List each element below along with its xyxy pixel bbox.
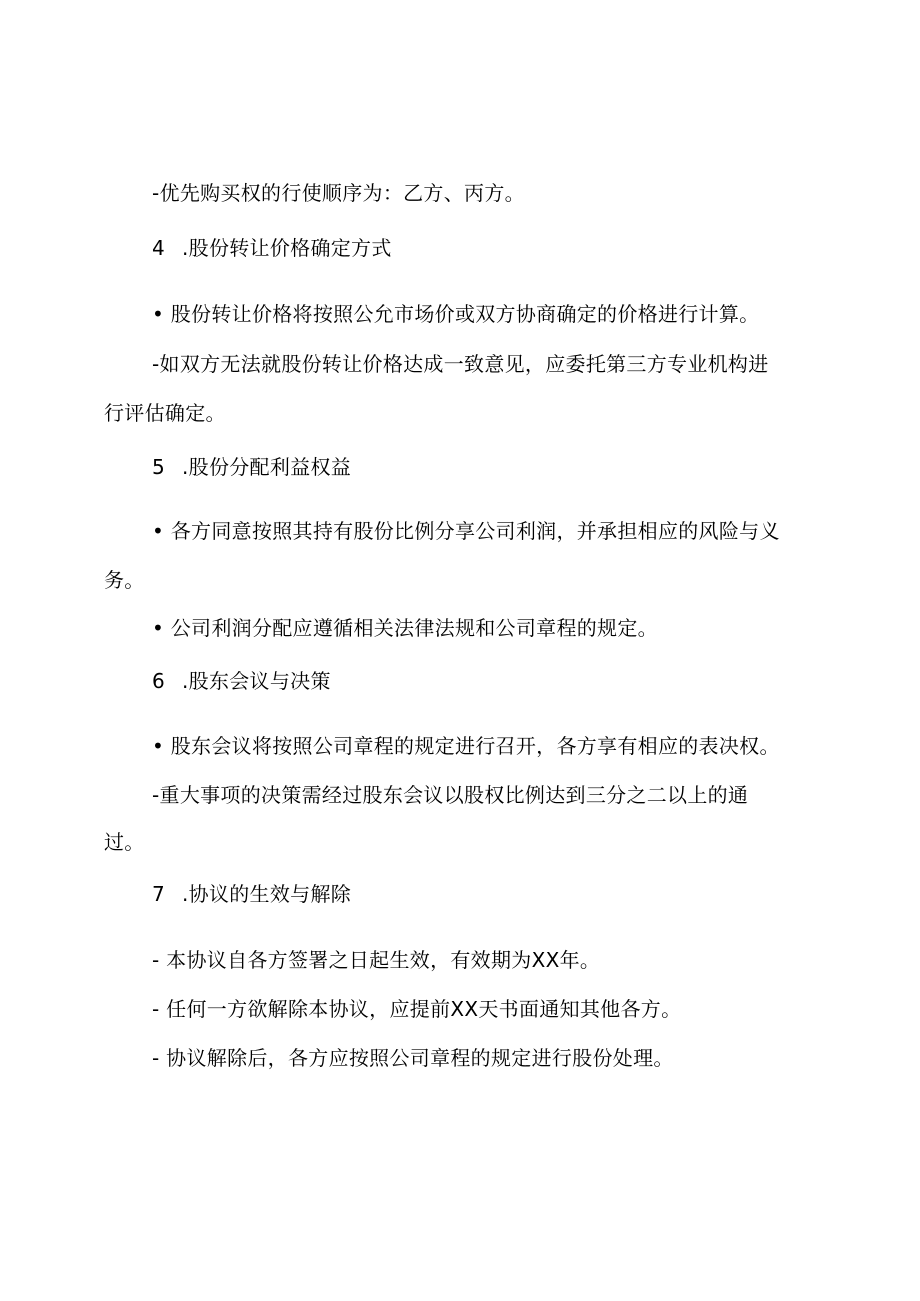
section-number: 6 <box>152 669 166 693</box>
text-line-major-decisions-cont: 过。 <box>104 830 145 854</box>
text-line-profit-sharing: • 各方同意按照其持有股份比例分享公司利润，并承担相应的风险与义 <box>152 519 780 543</box>
text-line-price-calculation: • 股份转让价格将按照公允市场价或双方协商确定的价格进行计算。 <box>152 302 760 326</box>
section-heading-4 <box>152 233 392 263</box>
text-line-price-disagreement: -如双方无法就股份转让价格达成一致意见，应委托第三方专业机构进 <box>152 352 769 376</box>
text-line-termination-notice: - 任何一方欲解除本协议，应提前XX天书面通知其他各方。 <box>152 997 682 1021</box>
section-title: .股份转让价格确定方式 <box>182 236 392 260</box>
text-line-shareholder-meeting: • 股东会议将按照公司章程的规定进行召开，各方享有相应的表决权。 <box>152 734 780 758</box>
text-line-price-disagreement-cont: 行评估确定。 <box>104 401 226 425</box>
text-line-post-termination: - 协议解除后，各方应按照公司章程的规定进行股份处理。 <box>152 1046 674 1070</box>
section-number: 5 <box>152 455 166 479</box>
text-line-preemptive-order: -优先购买权的行使顺序为：乙方、丙方。 <box>152 181 525 205</box>
text-line-profit-sharing-cont: 务。 <box>104 568 145 592</box>
section-number: 7 <box>152 882 166 906</box>
section-title: .股份分配利益权益 <box>182 455 352 479</box>
text-line-major-decisions: -重大事项的决策需经过股东会议以股权比例达到三分之二以上的通 <box>152 783 749 807</box>
text-line-effective-date: - 本协议自各方签署之日起生效，有效期为XX年。 <box>152 948 601 972</box>
section-title: .股东会议与决策 <box>182 669 331 693</box>
section-heading-6 <box>152 666 331 696</box>
section-heading-5 <box>152 452 351 482</box>
section-title: .协议的生效与解除 <box>182 882 352 906</box>
section-heading-7 <box>152 879 351 909</box>
text-line-profit-distribution: • 公司利润分配应遵循相关法律法规和公司章程的规定。 <box>152 616 658 640</box>
section-number: 4 <box>152 236 166 260</box>
